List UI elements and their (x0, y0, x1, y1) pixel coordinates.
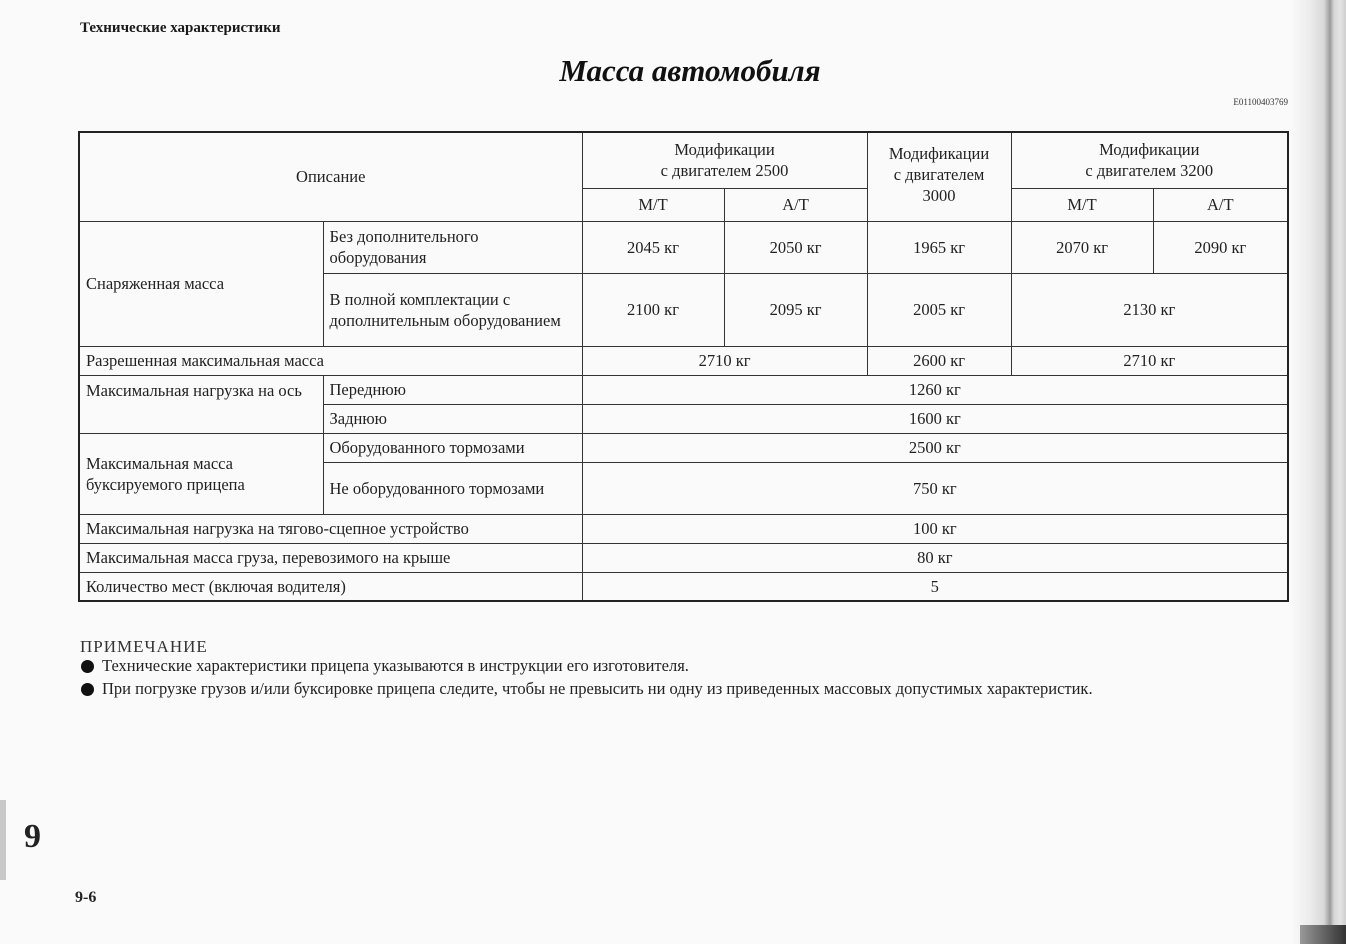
cell-value: 2070 кг (1011, 221, 1153, 273)
cell-value: 2045 кг (582, 221, 724, 273)
cell-value: 2600 кг (867, 346, 1011, 375)
table-row (79, 514, 1288, 543)
table-row (79, 433, 1288, 462)
table-row (79, 572, 1288, 601)
cell-value: 80 кг (582, 543, 1288, 572)
table-row (79, 346, 1288, 375)
row-label-trailer-weight: Максимальная масса буксируемого прицепа (79, 433, 323, 514)
header-engine-3000: Модификации с двигателем 3000 (867, 132, 1011, 221)
cell-value: 2090 кг (1153, 221, 1288, 273)
header-description: Описание (79, 132, 582, 221)
cell-value: 100 кг (582, 514, 1288, 543)
table-header-row (79, 132, 1288, 188)
sublabel-curb-base: Без дополнительного оборудования (323, 221, 582, 273)
row-label-seats: Количество мест (включая водителя) (79, 572, 582, 601)
cell-value: 2130 кг (1011, 273, 1288, 346)
row-label-hitch-load: Максимальная нагрузка на тягово-сцепное устройство (79, 514, 582, 543)
note-text: Технические характеристики прицепа указываются в инструкции его изготовителя. (102, 656, 689, 675)
header-engine-2500: Модификации с двигателем 2500 (582, 132, 867, 188)
header-2500-at: А/Т (724, 188, 867, 221)
sublabel-curb-full: В полной комплектации с дополнительным оборудованием (323, 273, 582, 346)
note-item (102, 679, 1093, 699)
header-3200-at: А/Т (1153, 188, 1288, 221)
table-row (79, 543, 1288, 572)
cell-value: 1260 кг (582, 375, 1288, 404)
vehicle-weight-table (78, 131, 1289, 602)
table-row (79, 221, 1288, 273)
cell-value: 2050 кг (724, 221, 867, 273)
section-header: Технические характеристики (80, 20, 281, 36)
sublabel-axle-front: Переднюю (323, 375, 582, 404)
header-engine-3200: Модификации с двигателем 3200 (1011, 132, 1288, 188)
cell-value: 2005 кг (867, 273, 1011, 346)
book-edge (1300, 925, 1346, 944)
bullet-icon (81, 660, 94, 673)
cell-value: 2100 кг (582, 273, 724, 346)
chapter-tab-marker (0, 800, 6, 880)
table-row (79, 375, 1288, 404)
row-label-gross-weight: Разрешенная максимальная масса (79, 346, 582, 375)
row-label-curb-weight: Снаряженная масса (79, 221, 323, 346)
row-label-roof-load: Максимальная масса груза, перевозимого на крыше (79, 543, 582, 572)
cell-value: 5 (582, 572, 1288, 601)
sublabel-trailer-braked: Оборудованного тормозами (323, 433, 582, 462)
page-number: 9-6 (75, 889, 97, 906)
cell-value: 2095 кг (724, 273, 867, 346)
cell-value: 2710 кг (582, 346, 867, 375)
cell-value: 750 кг (582, 462, 1288, 514)
sublabel-trailer-unbraked: Не оборудованного тормозами (323, 462, 582, 514)
header-3200-mt: М/Т (1011, 188, 1153, 221)
cell-value: 2710 кг (1011, 346, 1288, 375)
chapter-number: 9 (24, 818, 41, 855)
page-title: Масса автомобиля (559, 53, 821, 88)
bullet-icon (81, 683, 94, 696)
sublabel-axle-rear: Заднюю (323, 404, 582, 433)
note-item (102, 656, 689, 676)
header-2500-mt: М/Т (582, 188, 724, 221)
note-text: При погрузке грузов и/или буксировке прицепа следите, чтобы не превысить ни одну из приведенных массовых допустимых характеристик. (102, 679, 1093, 698)
book-spine-shadow (1290, 0, 1346, 944)
document-code: E01100403769 (1233, 97, 1288, 107)
row-label-axle-load: Максимальная нагрузка на ось (79, 375, 323, 433)
cell-value: 1600 кг (582, 404, 1288, 433)
note-title: ПРИМЕЧАНИЕ (80, 637, 208, 656)
cell-value: 1965 кг (867, 221, 1011, 273)
cell-value: 2500 кг (582, 433, 1288, 462)
